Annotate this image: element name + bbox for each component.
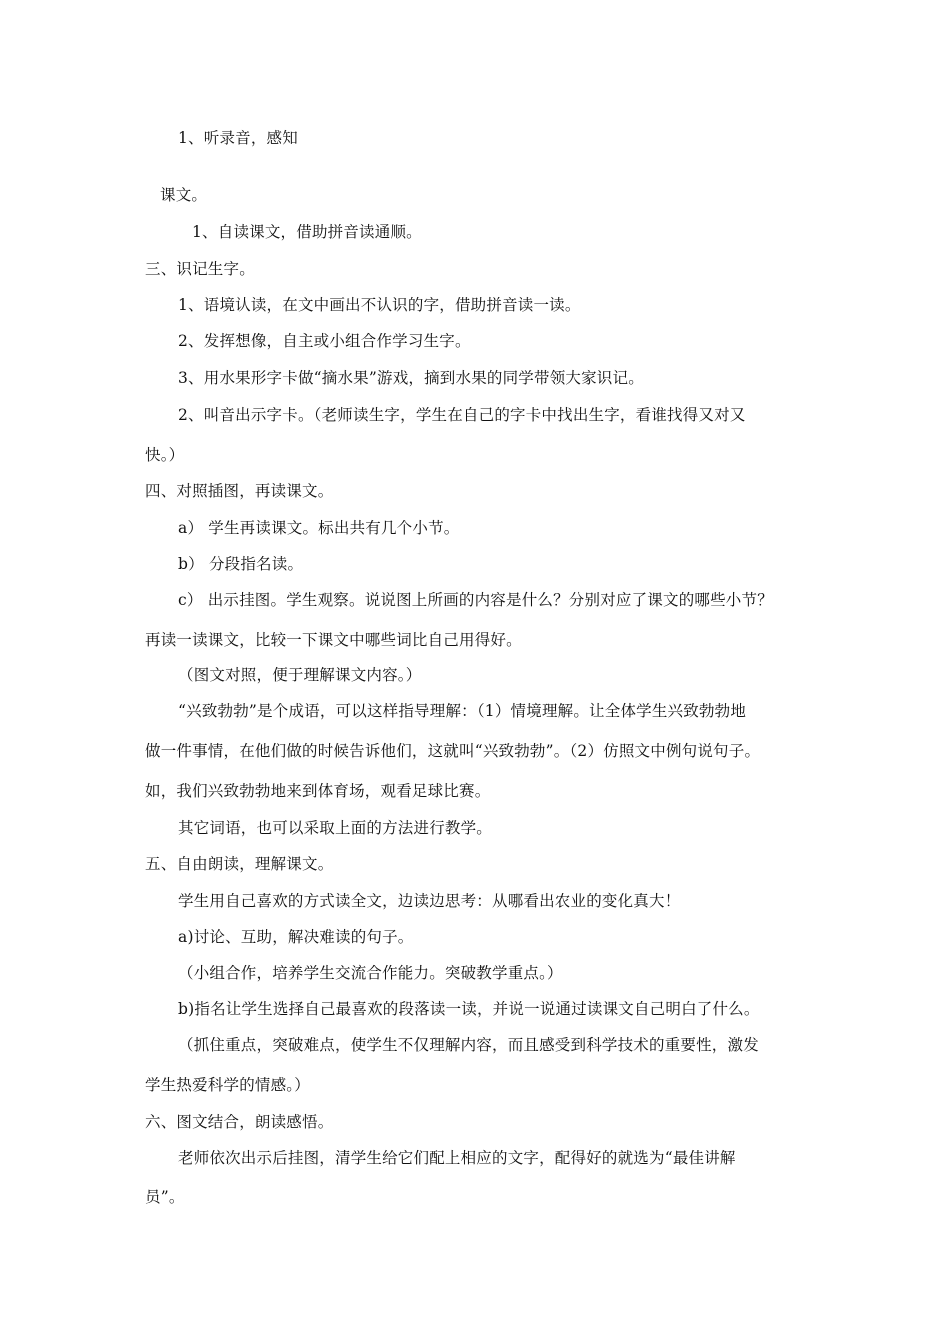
- item-context-reading: 1、语境认读，在文中画出不认识的字，借助拼音读一读。: [178, 296, 581, 314]
- step-listen-recording: 1、听录音，感知: [178, 129, 298, 147]
- item-c-show-picture: c） 出示挂图。学生观察。说说图上所画的内容是什么？分别对应了课文的哪些小节？: [178, 591, 773, 609]
- section-heading-4: 四、对照插图，再读课文。: [145, 482, 334, 500]
- item-a-reread: a） 学生再读课文。标出共有几个小节。: [178, 519, 460, 537]
- note-group-cooperation: （小组合作，培养学生交流合作能力。突破教学重点。）: [178, 964, 563, 982]
- idiom-guidance: “兴致勃勃”是个成语，可以这样指导理解：（1）情境理解。让全体学生兴致勃勃地: [178, 702, 747, 720]
- section-heading-5: 五、自由朗读，理解课文。: [145, 855, 334, 873]
- item-c-show-picture-cont: 再读一读课文，比较一下课文中哪些词比自己用得好。: [145, 631, 522, 649]
- picture-caption-activity-cont: 员”。: [145, 1188, 185, 1206]
- free-reading: 学生用自己喜欢的方式读全文，边读边思考：从哪看出农业的变化真大！: [178, 892, 681, 910]
- item-imagination: 2、发挥想像，自主或小组合作学习生字。: [178, 332, 471, 350]
- section-heading-6: 六、图文结合，朗读感悟。: [145, 1113, 334, 1131]
- item-show-cards: 2、叫音出示字卡。（老师读生字，学生在自己的字卡中找出生字，看谁找得又对又: [178, 406, 746, 424]
- note-picture-text: （图文对照，便于理解课文内容。）: [178, 666, 422, 684]
- idiom-guidance-cont: 做一件事情，在他们做的时候告诉他们，这就叫“兴致勃勃”。（2）仿照文中例句说句子。: [145, 742, 761, 760]
- step-listen-recording-cont: 课文。: [160, 186, 208, 204]
- section-heading-3: 三、识记生字。: [145, 260, 255, 278]
- item-fruit-game: 3、用水果形字卡做“摘水果”游戏，摘到水果的同学带领大家识记。: [178, 369, 644, 387]
- item-b-favorite-paragraph: b)指名让学生选择自己最喜欢的段落读一读，并说一说通过读课文自己明白了什么。: [178, 1000, 760, 1018]
- other-words: 其它词语，也可以采取上面的方法进行教学。: [178, 819, 493, 837]
- item-show-cards-cont: 快。）: [145, 446, 185, 464]
- note-key-points: （抓住重点，突破难点，使学生不仅理解内容，而且感受到科学技术的重要性，激发: [178, 1036, 759, 1054]
- note-key-points-cont: 学生热爱科学的情感。）: [145, 1076, 310, 1094]
- item-b-paragraph-reading: b） 分段指名读。: [178, 555, 304, 573]
- idiom-example: 如，我们兴致勃勃地来到体育场，观看足球比赛。: [145, 782, 491, 800]
- step-self-read: 1、自读课文，借助拼音读通顺。: [192, 223, 422, 241]
- picture-caption-activity: 老师依次出示后挂图，清学生给它们配上相应的文字，配得好的就选为“最佳讲解: [178, 1149, 736, 1167]
- item-a-discussion: a)讨论、互助，解决难读的句子。: [178, 928, 414, 946]
